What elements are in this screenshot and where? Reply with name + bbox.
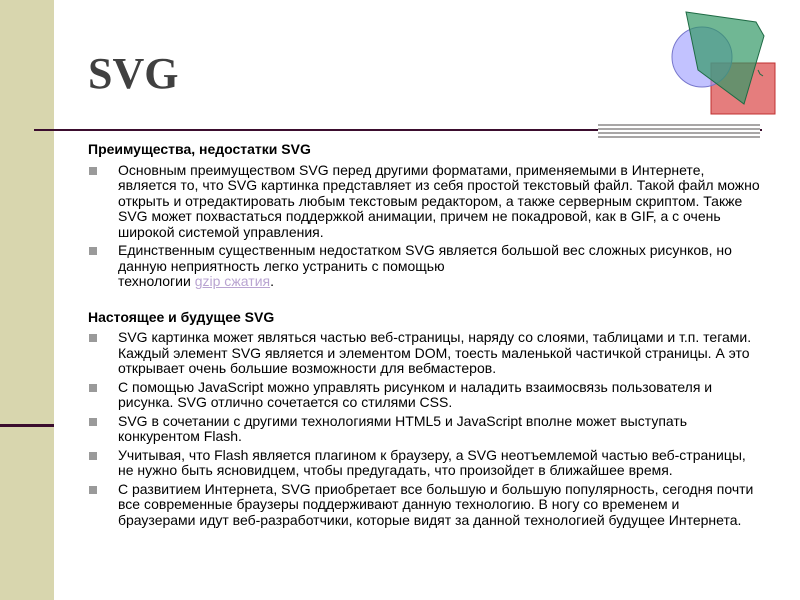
square-bullet-icon [89,167,97,175]
list-item [88,380,760,411]
striped-decoration [598,124,760,138]
list-item-text-prefix: технологии [118,273,191,289]
slide-title: SVG [88,49,179,98]
list-item [88,330,760,377]
list-item [88,448,760,479]
section-heading-future: Настоящее и будущее SVG [88,308,275,325]
square-bullet-icon [89,334,97,342]
square-bullet-icon [89,486,97,494]
future-list [88,330,760,528]
square-bullet-icon [89,384,97,392]
left-bar-marker [0,424,54,427]
list-item-text: Учитывая, что Flash является плагином к браузеру, а SVG неотъемлемой частью веб-страницы, не нужно быть ясновидцем, чтобы предугадать, что произойдет в ближайшее время. [118,446,746,478]
list-item-text: Единственным существенным недостатком SVG является большой вес сложных рисунков, но данную неприятность легко устранить с помощью [118,242,732,274]
svg-shapes-illustration [660,0,780,120]
advantages-list [88,163,760,290]
list-item [88,163,760,241]
square-bullet-icon [89,418,97,426]
square-bullet-icon [89,452,97,460]
list-item-text: С развитием Интернета, SVG приобретает все большую и большую популярность, сегодня почти все современные браузеры поддерживают данную технологию. В ногу со временем и браузерами идут веб-разработчики, которые видят за данной технологией будущее Интернета. [118,480,754,528]
list-item [88,414,760,445]
list-item [88,482,760,529]
list-item-text: SVG в сочетании с другими технологиями HTML5 и JavaScript вполне может выступать конкурентом Flash. [118,412,688,444]
list-item-text: Основным преимуществом SVG перед другими форматами, применяемыми в Интернете, является то, что SVG картинка представляет из себя простой текстовый файл. Такой файл можно открыть и отредактировать любым текстовым редактором, а также серверным скриптом. Также SVG может похвастаться поддержкой анимации, причем не покадровой, как в GIF, а с очень широкой системой управления. [118,161,760,240]
section-heading-advantages: Преимущества, недостатки SVG [88,141,311,157]
left-sidebar-bar [0,0,54,600]
square-bullet-icon [89,247,97,255]
slide-content [88,142,760,531]
list-item-text: С помощью JavaScript можно управлять рисунком и наладить взаимосвязь пользователя и рисунка. SVG отлично сочетается со стилями CSS. [118,378,713,410]
list-item [88,243,760,290]
list-item-text: SVG картинка может являться частью веб-страницы, наряду со слоями, таблицами и т.п. тегами. Каждый элемент SVG является и элементом DOM, тоесть маленькой частичкой страницы. А это открывает очень большие возможности для вебмастеров. [118,329,752,376]
list-item-suffix: . [270,273,274,289]
gzip-link[interactable]: gzip сжатия [194,273,271,289]
